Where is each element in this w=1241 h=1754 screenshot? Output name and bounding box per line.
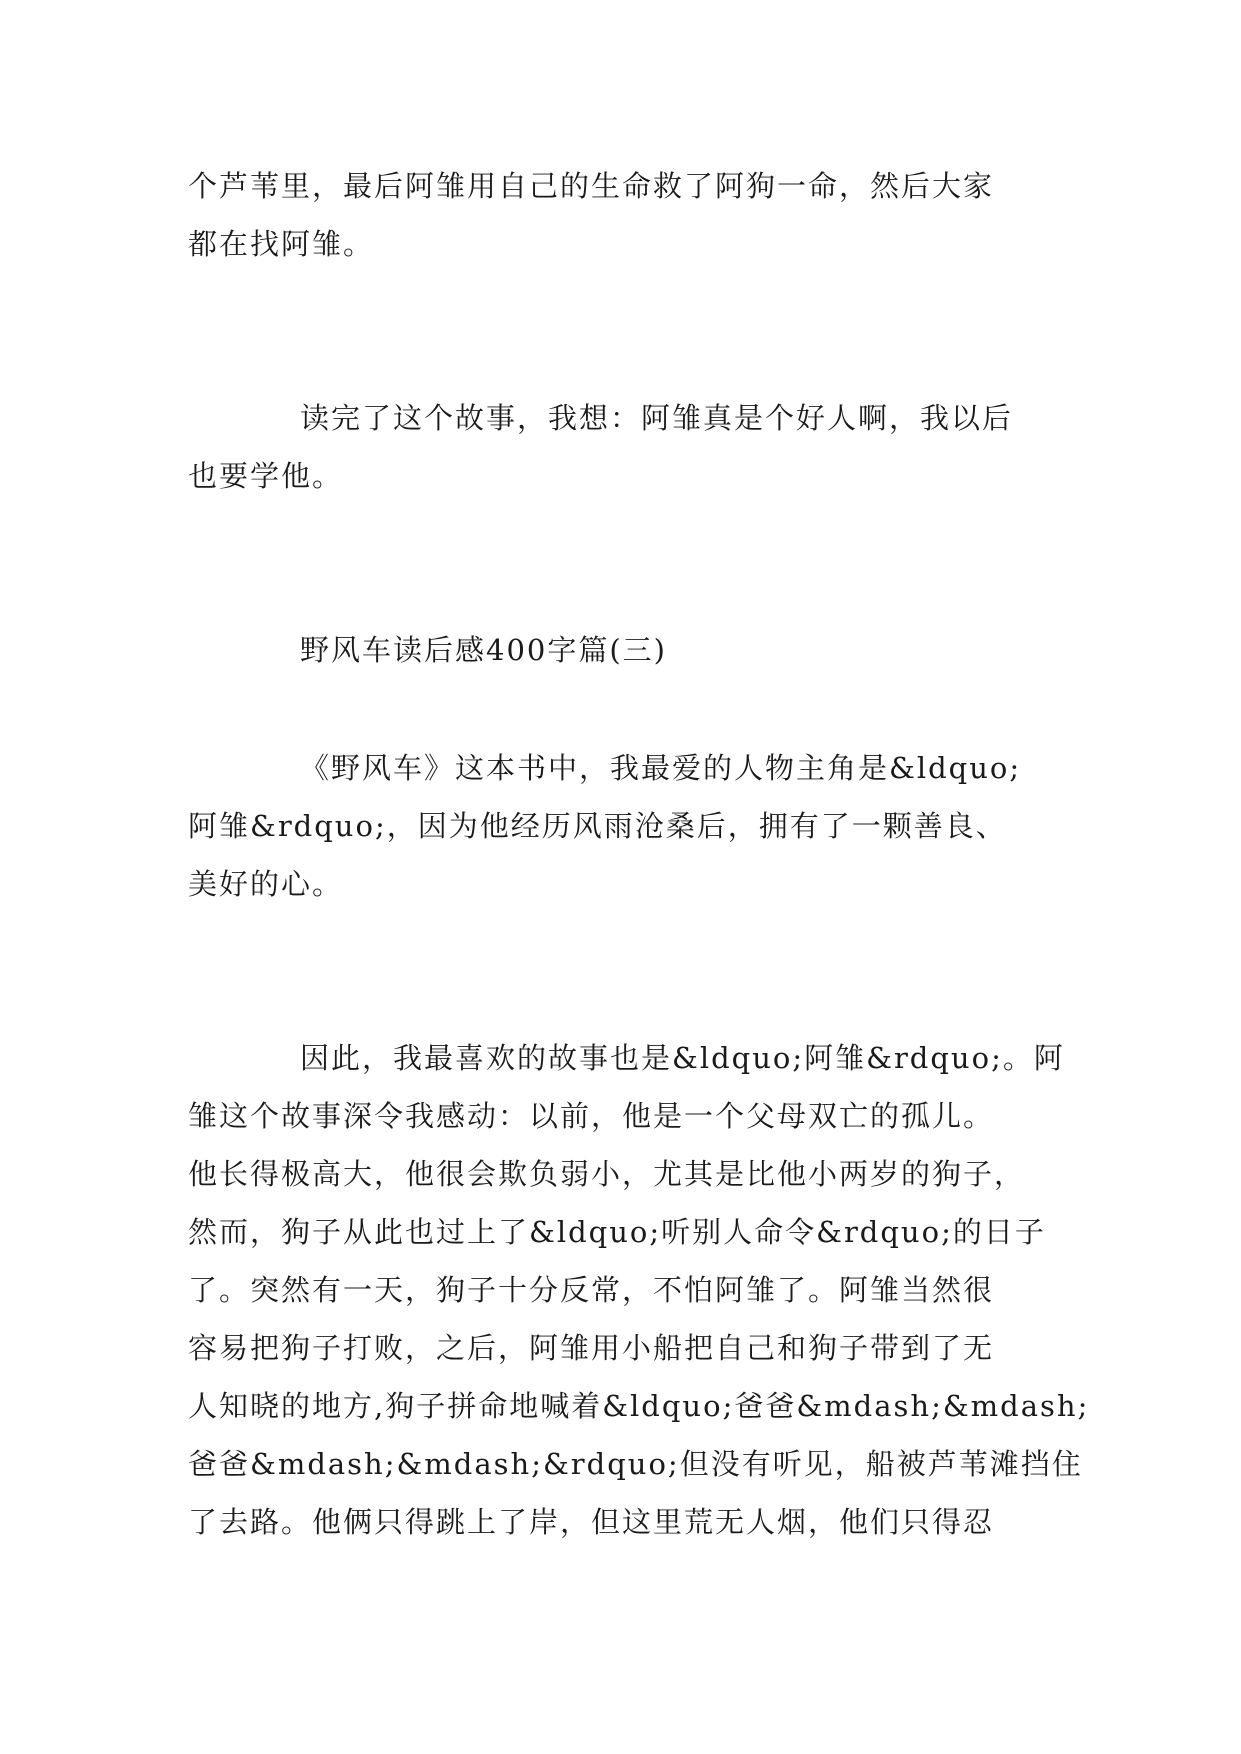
- paragraph-line: 因此，我最喜欢的故事也是&ldquo;阿雏&rdquo;。阿: [300, 1041, 1065, 1075]
- paragraph-line: 人知晓的地方,狗子拼命地喊着&ldquo;爸爸&mdash;&mdash;: [188, 1389, 1090, 1423]
- paragraph-line: 也要学他。: [188, 459, 344, 493]
- paragraph-line: 爸爸&mdash;&mdash;&rdquo;但没有听见，船被芦苇滩挡住: [188, 1447, 1083, 1481]
- paragraph-line: 容易把狗子打败，之后，阿雏用小船把自己和狗子带到了无: [188, 1331, 995, 1365]
- paragraph-line: 美好的心。: [188, 867, 344, 901]
- paragraph-line: 都在找阿雏。: [188, 227, 375, 261]
- paragraph-line: 他长得极高大，他很会欺负弱小，尤其是比他小两岁的狗子，: [188, 1157, 1026, 1191]
- paragraph-line: 了。突然有一天，狗子十分反常，不怕阿雏了。阿雏当然很: [188, 1273, 995, 1307]
- paragraph-line: 个芦苇里，最后阿雏用自己的生命救了阿狗一命，然后大家: [188, 169, 995, 203]
- paragraph-line: 雏这个故事深令我感动：以前，他是一个父母双亡的孤儿。: [188, 1099, 995, 1133]
- paragraph-line: 了去路。他俩只得跳上了岸，但这里荒无人烟，他们只得忍: [188, 1505, 995, 1539]
- paragraph-line: 读完了这个故事，我想：阿雏真是个好人啊，我以后: [300, 401, 1014, 435]
- paragraph-line: 然而，狗子从此也过上了&ldquo;听别人命令&rdquo;的日子: [188, 1215, 1046, 1249]
- paragraph-line: 《野风车》这本书中，我最爱的人物主角是&ldquo;: [300, 751, 1022, 785]
- section-heading: 野风车读后感400字篇(三): [300, 633, 667, 667]
- paragraph-line: 阿雏&rdquo;，因为他经历风雨沧桑后，拥有了一颗善良、: [188, 809, 1007, 843]
